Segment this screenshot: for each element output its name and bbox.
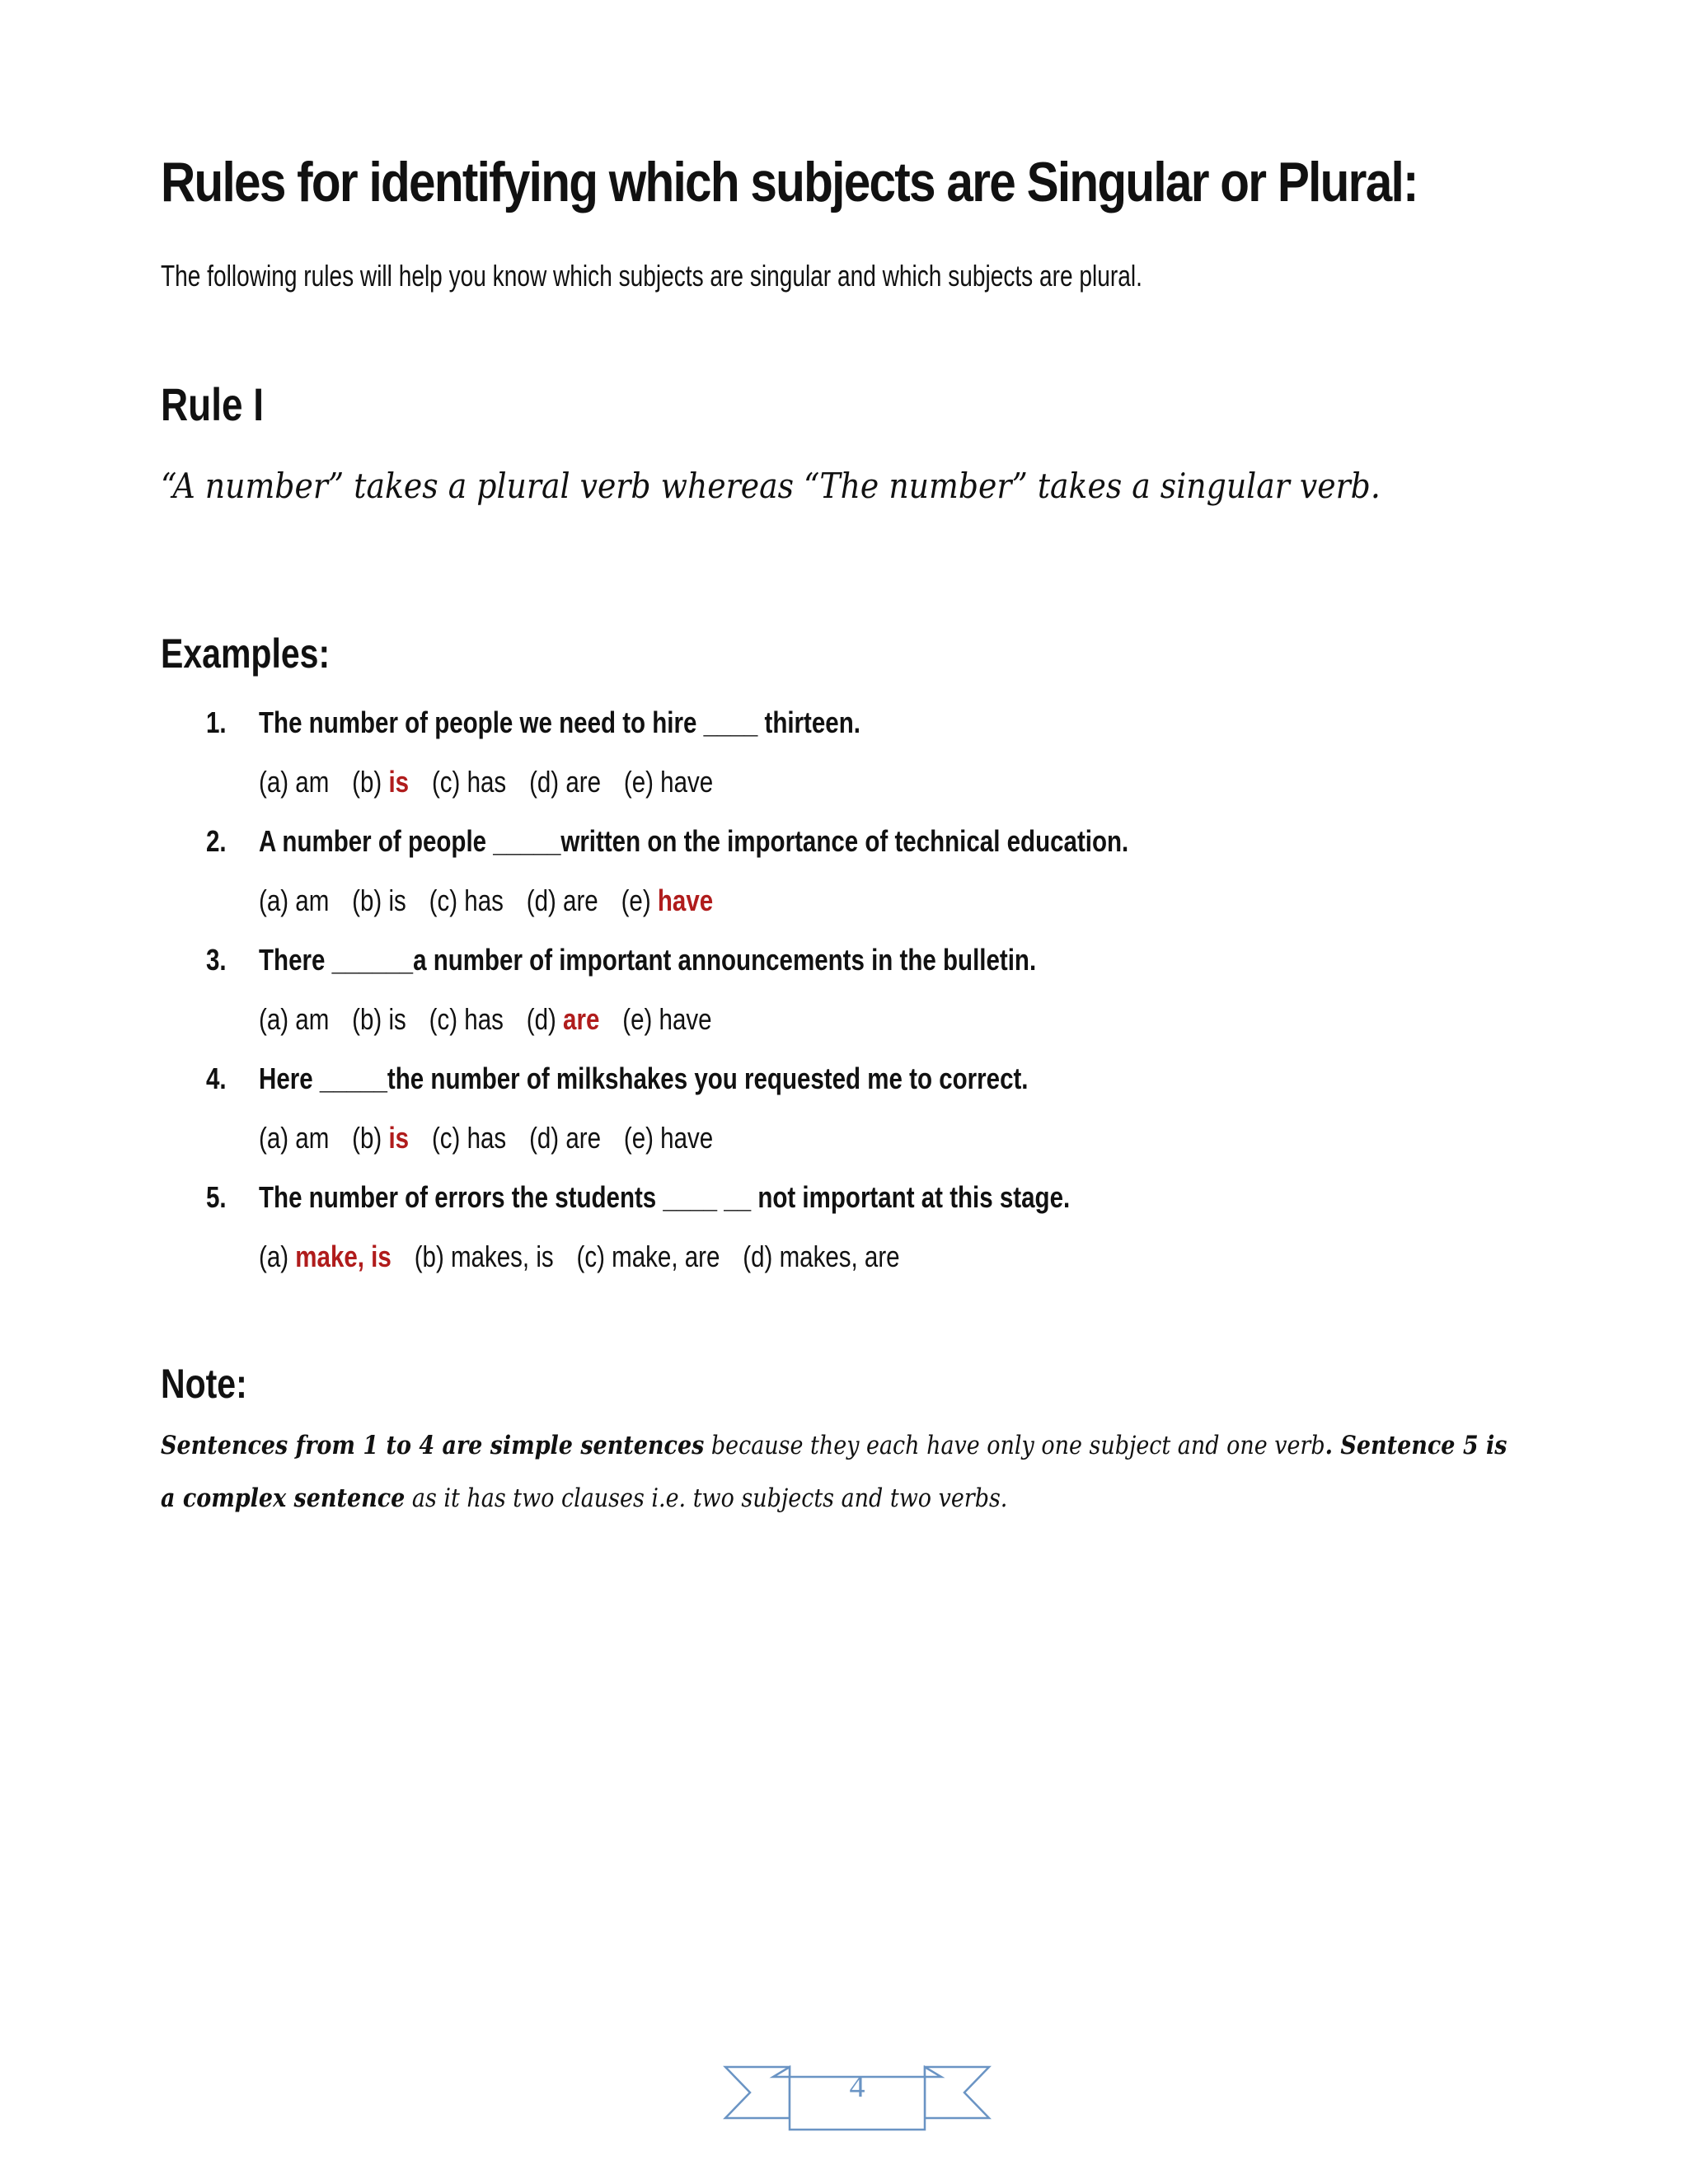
option (259, 1240, 392, 1274)
option (352, 765, 409, 799)
option (429, 883, 504, 918)
option (527, 1002, 600, 1037)
option-answer: are (563, 1002, 600, 1036)
intro-text: The following rules will help you know which subjects are singular and which subjects are plural. (161, 259, 1142, 293)
option-label: (a) (259, 883, 289, 917)
example-item (206, 1062, 1566, 1180)
example-question: The number of people we need to hire ____ thirteen. (259, 705, 860, 739)
option-text: are (565, 1121, 602, 1155)
note-bold-1: Sentences from 1 to 4 are simple sentences (161, 1431, 705, 1460)
option (352, 1002, 406, 1037)
option-text: makes, is (450, 1240, 554, 1273)
examples-heading: Examples: (161, 630, 331, 677)
option (621, 883, 714, 918)
option (743, 1240, 899, 1274)
example-number: 2. (206, 824, 227, 858)
option-label: (b) (352, 883, 382, 917)
option-answer: have (657, 883, 714, 917)
example-item (206, 705, 1566, 824)
option-label: (a) (259, 1002, 289, 1036)
example-options (259, 1002, 734, 1037)
option-text: am (295, 1002, 330, 1036)
example-options (259, 1121, 736, 1155)
note-text (161, 1419, 1523, 1525)
option (529, 765, 601, 799)
option-text: have (660, 765, 714, 799)
option-label: (c) (431, 1121, 461, 1155)
option-label: (d) (529, 1121, 560, 1155)
option-text: are (565, 765, 602, 799)
option-label: (d) (743, 1240, 773, 1273)
option-label: (c) (576, 1240, 605, 1273)
option-answer: is (388, 765, 410, 799)
option-label: (d) (526, 883, 556, 917)
option-label: (b) (352, 765, 382, 799)
example-number: 1. (206, 705, 227, 739)
example-options (259, 883, 736, 918)
option-text: am (295, 1121, 330, 1155)
option-label: (a) (259, 1121, 289, 1155)
option-text: am (295, 883, 330, 917)
option (352, 883, 406, 918)
example-options (259, 765, 736, 799)
option (415, 1240, 554, 1274)
note-heading: Note: (161, 1361, 247, 1407)
option-label: (e) (623, 765, 654, 799)
example-options (259, 1240, 922, 1274)
rule-heading: Rule I (161, 378, 265, 430)
option-label: (a) (259, 1240, 289, 1273)
option-label: (d) (529, 765, 560, 799)
option-label: (b) (352, 1121, 382, 1155)
note-bold-2: . Sentence 5 is a complex sentence (161, 1431, 1507, 1513)
option-label: (e) (622, 1002, 653, 1036)
note-text-2: as it has two clauses i.e. two subjects and two verbs. (405, 1483, 1008, 1513)
option (352, 1121, 409, 1155)
option-text: is (388, 883, 406, 917)
option-label: (c) (429, 883, 458, 917)
option-text: has (464, 1002, 504, 1036)
example-list (206, 705, 1566, 1299)
page-title: Rules for identifying which subjects are Singular or Plural: (161, 151, 1418, 213)
option (624, 1121, 713, 1155)
option-label: (b) (352, 1002, 382, 1036)
option-label: (d) (526, 1002, 556, 1036)
option (429, 1002, 504, 1037)
example-question: There ______a number of important announcements in the bulletin. (259, 943, 1037, 977)
option-text: has (464, 883, 504, 917)
option-label: (b) (414, 1240, 444, 1273)
example-question: The number of errors the students ____ __ not important at this stage. (259, 1180, 1071, 1214)
rule-text: “A number” takes a plural verb whereas “The number” takes a singular verb. (161, 466, 1381, 506)
option (527, 883, 598, 918)
example-question: A number of people _____written on the importance of technical education. (259, 824, 1129, 858)
option (259, 883, 329, 918)
option-answer: is (388, 1121, 410, 1155)
option-label: (a) (259, 765, 289, 799)
example-number: 4. (206, 1062, 227, 1095)
option-label: (e) (621, 883, 651, 917)
option-text: have (659, 1002, 712, 1036)
example-item (206, 943, 1566, 1062)
option (529, 1121, 601, 1155)
option-label: (c) (431, 765, 461, 799)
example-question: Here _____the number of milkshakes you requested me to correct. (259, 1062, 1029, 1095)
page-number: 4 (849, 2069, 865, 2104)
option (259, 1002, 329, 1037)
option-label: (c) (429, 1002, 458, 1036)
option (259, 1121, 329, 1155)
option (432, 1121, 506, 1155)
option-text: am (295, 765, 330, 799)
option (432, 765, 506, 799)
example-item (206, 824, 1566, 943)
option-text: has (467, 765, 507, 799)
option-label: (e) (623, 1121, 654, 1155)
example-number: 3. (206, 943, 227, 977)
example-item (206, 1180, 1566, 1299)
option-text: make, are (612, 1240, 720, 1273)
option-text: is (388, 1002, 406, 1036)
example-number: 5. (206, 1180, 227, 1214)
option-text: have (660, 1121, 714, 1155)
option (259, 765, 329, 799)
option-text: are (563, 883, 598, 917)
option (577, 1240, 720, 1274)
option-text: makes, are (779, 1240, 900, 1273)
option-answer: make, is (295, 1240, 392, 1273)
option (622, 1002, 711, 1037)
option-text: has (467, 1121, 507, 1155)
note-text-1: because they each have only one subject and one verb (704, 1431, 1325, 1460)
option (624, 765, 713, 799)
